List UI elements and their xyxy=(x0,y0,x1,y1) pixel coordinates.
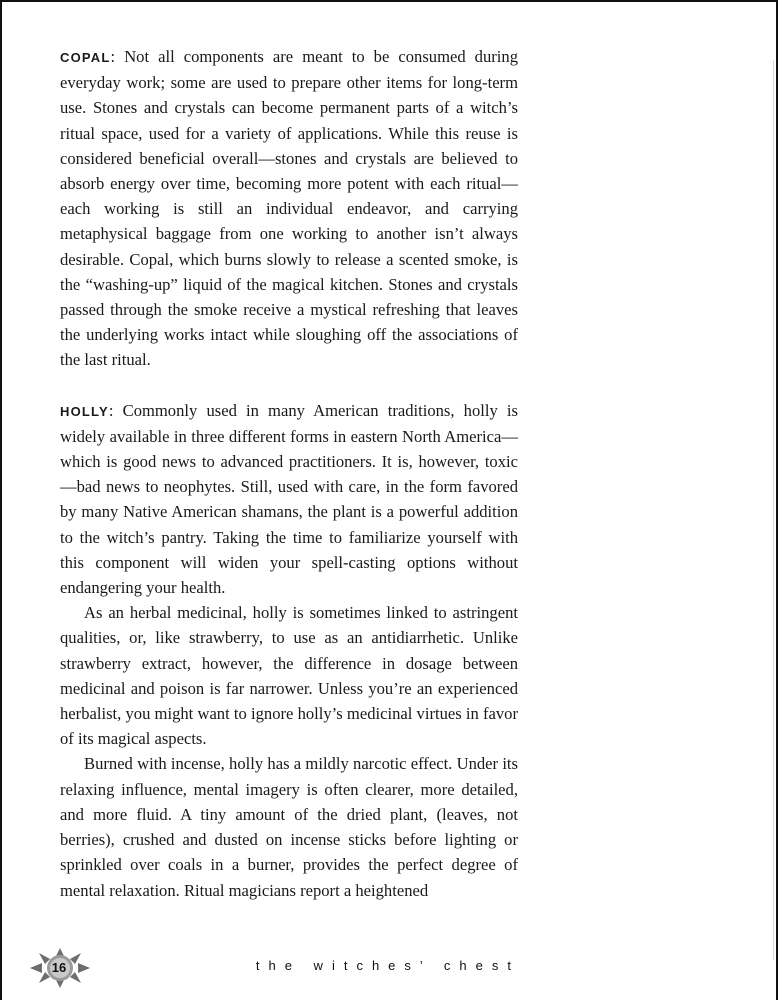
page-body xyxy=(60,44,518,903)
entry-term-copal: COPAL xyxy=(60,50,111,65)
scan-edge-line xyxy=(773,60,774,960)
page-border-left xyxy=(0,0,2,1000)
term-colon: : xyxy=(110,47,125,66)
entry-term-holly: HOLLY xyxy=(60,403,109,419)
holly-text-1: Commonly used in many American traditions, holly is widely available in three different forms in eastern North America—which is good news to advanced practitioners. It is, however, toxic—bad news to neophytes. Still, used with care, in the form favored by many Native American shamans, the plant is a powerful addition to the witch’s pantry. Taking the time to familiarize yourself with this component will widen your spell-casting options without endangering your health. xyxy=(60,400,519,598)
holly-paragraph-1 xyxy=(60,398,518,601)
copal-text: Not all components are meant to be consumed during everyday work; some are used to prepare other items for long-term use. Stones and crystals can become permanent parts of a witch’s ritual space, used for a variety of applications. While this reuse is considered beneficial overall—stones and crystals are believed to absorb energy over time, becoming more potent with each ritual—each working is still an individual endeavor, and carrying metaphysical baggage from one working to another isn’t always desirable. Copal, which burns slowly to release a scented smoke, is the “washing-up” liquid of the magical kitchen. Stones and crystals passed through the smoke receive a mystical refreshing that leaves the underlying works intact while sloughing off the associations of the last ritual. xyxy=(60,47,518,370)
holly-paragraph-2: As an herbal medicinal, holly is sometimes linked to astringent qualities, or, like strawberry, to use as an antidiarrhetic. Unlike strawberry extract, however, the difference in dosage between medicinal and poison is far narrower. Unless you’re an experienced herbalist, you might want to ignore holly’s medicinal virtues in favor of its magical aspects. xyxy=(60,603,518,749)
term-colon: : xyxy=(108,400,123,420)
page-number: 16 xyxy=(51,960,67,975)
page-footer xyxy=(0,948,778,988)
holly-paragraph-3: Burned with incense, holly has a mildly narcotic effect. Under its relaxing influence, mental imagery is often clearer, more detailed, and more fluid. A tiny amount of the dried plant, (leaves, not berries), crushed and dusted on incense sticks before lighting or sprinkled over coals in a burner, provides the perfect degree of mental relaxation. Ritual magicians report a heightened xyxy=(60,754,518,900)
page-border-top xyxy=(0,0,778,2)
running-title: the witches’ chest xyxy=(255,958,520,973)
copal-paragraph xyxy=(60,44,518,373)
